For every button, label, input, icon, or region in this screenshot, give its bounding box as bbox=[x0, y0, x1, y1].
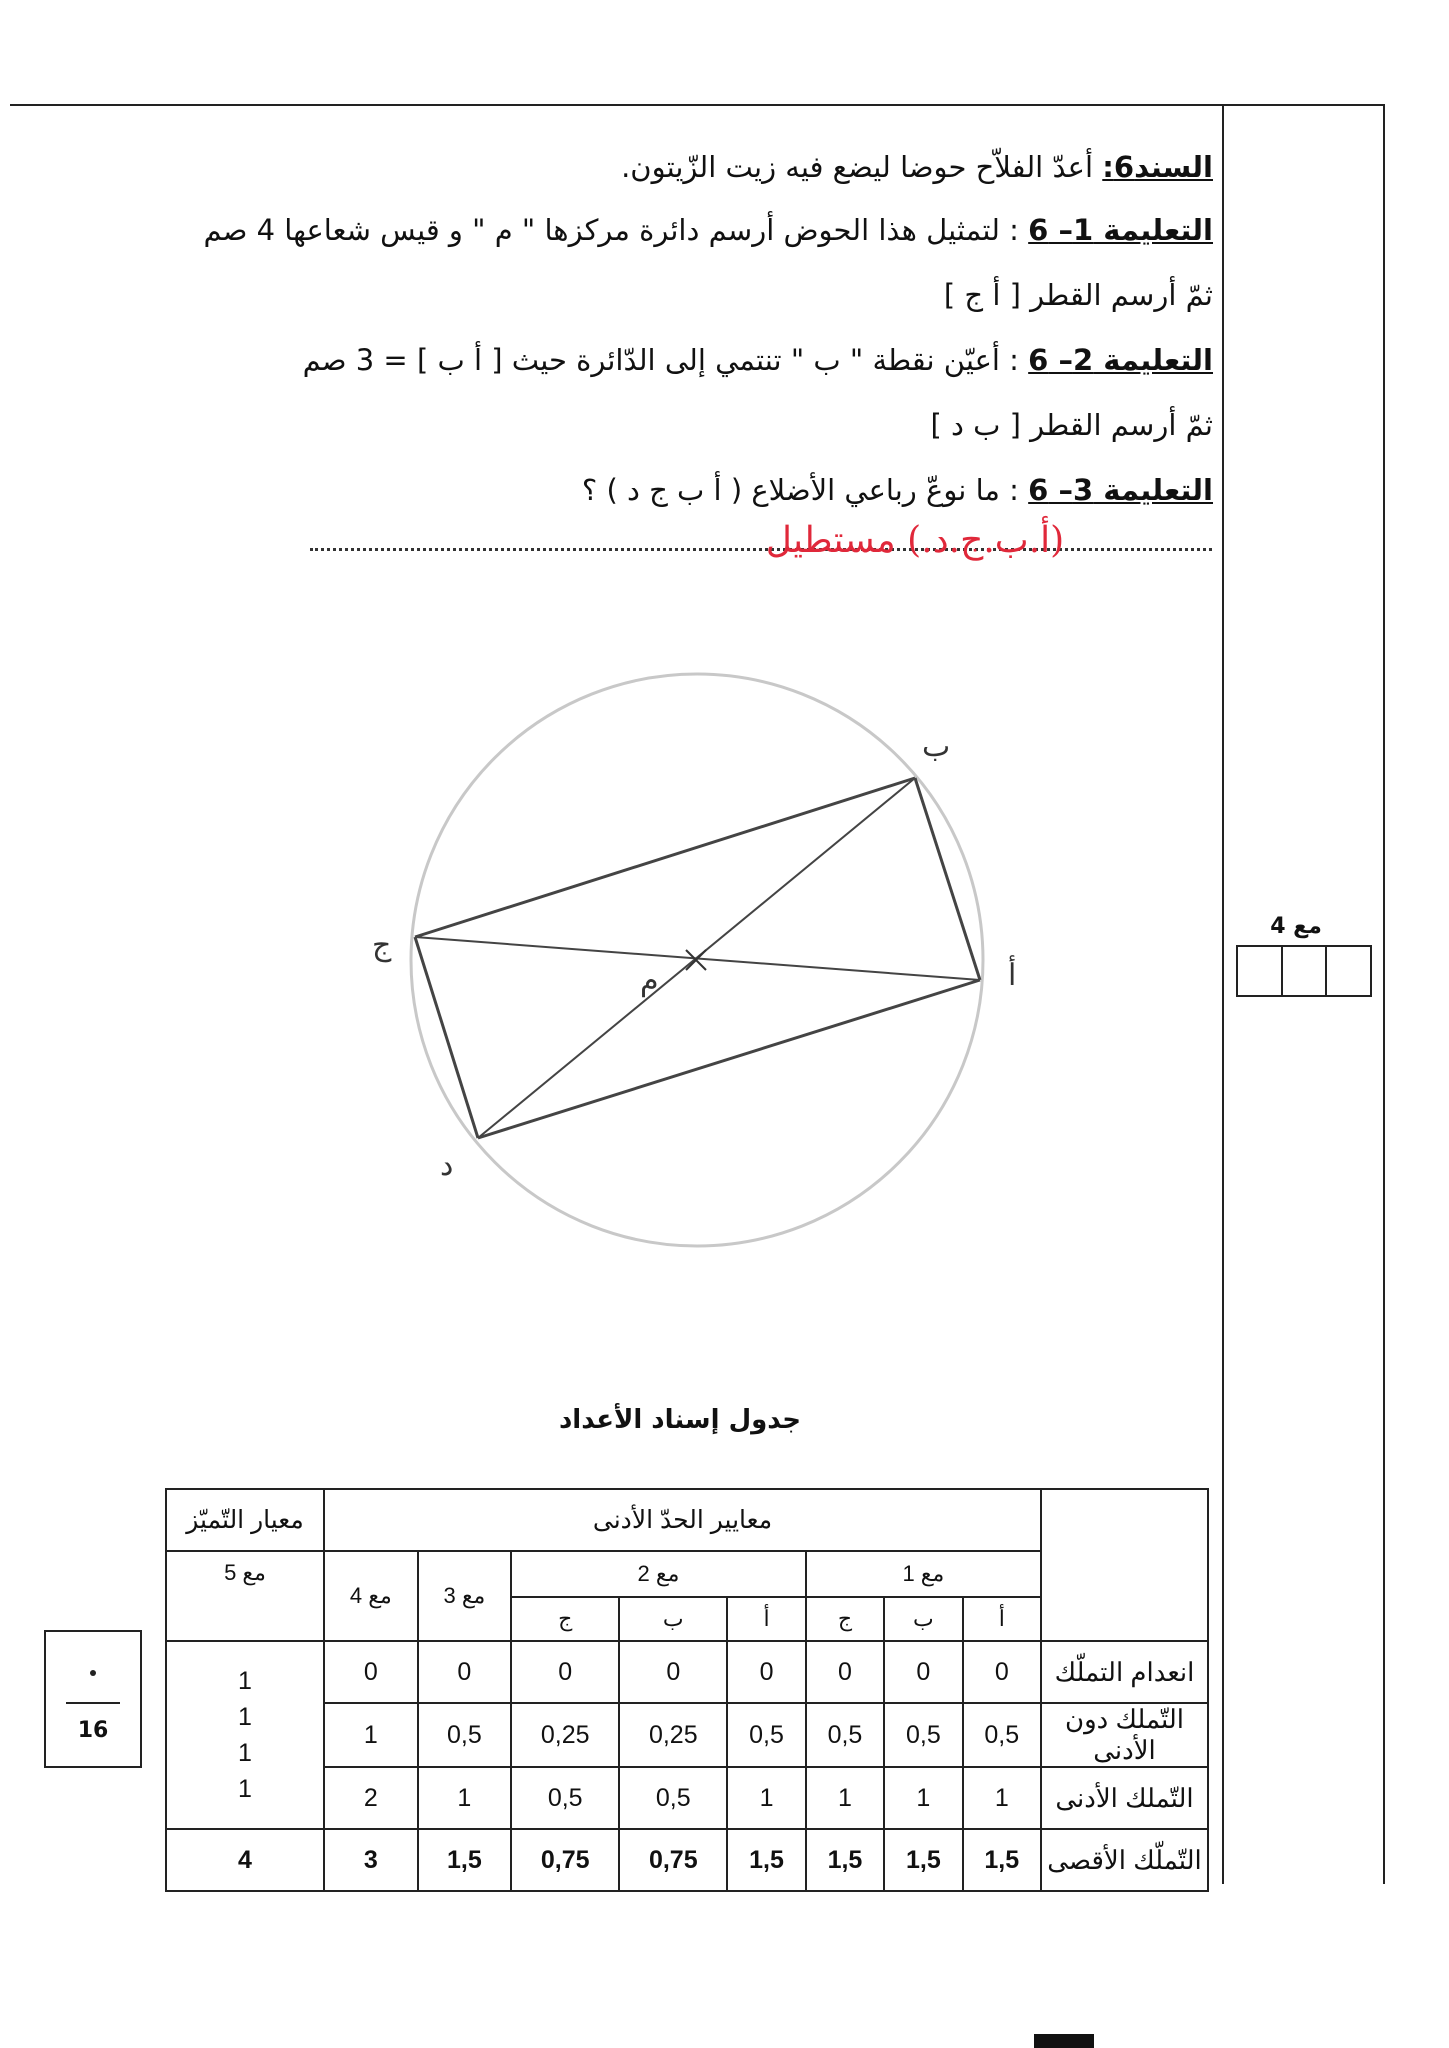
score-numerator-dot bbox=[90, 1670, 96, 1676]
table-cell: 1,5 bbox=[418, 1829, 512, 1891]
criteria-score-boxes bbox=[1236, 945, 1372, 997]
table-cell: 1 bbox=[727, 1767, 805, 1829]
table-cell: 1,5 bbox=[806, 1829, 884, 1891]
criteria-box-cell bbox=[1325, 947, 1370, 995]
criteria-box-cell bbox=[1281, 947, 1326, 995]
instruction-2-cont: ثمّ أرسم القطر [ ب د ] bbox=[930, 408, 1213, 442]
min-criteria-header: معايير الحدّ الأدنى bbox=[324, 1489, 1041, 1551]
label-m: م bbox=[640, 963, 659, 998]
excel-value: 1 bbox=[238, 1775, 252, 1803]
grading-table bbox=[165, 1488, 1209, 1892]
excel-value: 1 bbox=[238, 1703, 252, 1731]
table-row bbox=[166, 1641, 1208, 1703]
label-b: ب bbox=[922, 729, 951, 764]
score-box bbox=[44, 1630, 142, 1768]
side-da bbox=[478, 980, 980, 1138]
instruction-1-cont: ثمّ أرسم القطر [ أ ج ] bbox=[943, 278, 1213, 312]
table-cell: 0,75 bbox=[511, 1829, 619, 1891]
label-a: أ bbox=[1008, 958, 1017, 993]
table-cell: 0,5 bbox=[727, 1703, 805, 1767]
instruction-2-text: : أعيّن نقطة " ب " تنتمي إلى الدّائرة حيث [ أ ب ] = 3 صم bbox=[302, 343, 1019, 377]
score-denominator: 16 bbox=[77, 1718, 109, 1743]
c2-header: مع 2 bbox=[511, 1551, 806, 1597]
sanad-label: السند6: bbox=[1102, 150, 1213, 184]
instruction-3-label: التعليمة 3– 6 bbox=[1028, 473, 1213, 507]
c4-header: مع 4 bbox=[324, 1551, 418, 1641]
table-row bbox=[166, 1829, 1208, 1891]
table-cell: 0,5 bbox=[884, 1703, 962, 1767]
side-jd bbox=[415, 937, 478, 1138]
row-label: التّملّك الأقصى bbox=[1041, 1829, 1208, 1891]
table-cell: 1 bbox=[884, 1767, 962, 1829]
criteria-label: مع 4 bbox=[1270, 914, 1322, 939]
table-cell: 1 bbox=[963, 1767, 1041, 1829]
table-cell: 0 bbox=[727, 1641, 805, 1703]
table-cell: 0 bbox=[418, 1641, 512, 1703]
row-label: التّملك دون الأدنى bbox=[1041, 1703, 1208, 1767]
diameter-bd bbox=[478, 778, 915, 1138]
table-cell: 0,25 bbox=[619, 1703, 727, 1767]
excel-values-cell bbox=[166, 1641, 324, 1829]
table-cell: 1,5 bbox=[884, 1829, 962, 1891]
table-cell: 0 bbox=[806, 1641, 884, 1703]
table-title: جدول إسناد الأعداد bbox=[558, 1405, 802, 1435]
table-cell: 0 bbox=[511, 1641, 619, 1703]
table-cell: 0,75 bbox=[619, 1829, 727, 1891]
table-cell: 0,5 bbox=[619, 1767, 727, 1829]
c3-header: مع 3 bbox=[418, 1551, 512, 1641]
table-cell: 2 bbox=[324, 1767, 418, 1829]
excel-criteria-header: معيار التّميّز bbox=[166, 1489, 324, 1551]
label-d: د bbox=[440, 1148, 454, 1183]
sanad-text: أعدّ الفلاّح حوضا ليضع فيه زيت الزّيتون. bbox=[621, 150, 1094, 184]
table-cell: 0,25 bbox=[511, 1703, 619, 1767]
c5-header: مع 5 bbox=[166, 1551, 324, 1641]
instruction-2-label: التعليمة 2– 6 bbox=[1028, 343, 1213, 377]
table-cell: 1,5 bbox=[963, 1829, 1041, 1891]
side-bj bbox=[415, 778, 915, 937]
row-label: انعدام التملّك bbox=[1041, 1641, 1208, 1703]
table-cell: 0,5 bbox=[418, 1703, 512, 1767]
instruction-3-text: : ما نوعّ رباعي الأضلاع ( أ ب ج د ) ؟ bbox=[581, 473, 1019, 507]
page-corner-mark bbox=[1034, 2034, 1094, 2048]
excel-max-cell: 4 bbox=[166, 1829, 324, 1891]
c1-header: مع 1 bbox=[806, 1551, 1041, 1597]
table-cell: 1,5 bbox=[727, 1829, 805, 1891]
sub-criterion: أ bbox=[963, 1597, 1041, 1641]
table-cell: 1 bbox=[806, 1767, 884, 1829]
corner-cell bbox=[1041, 1489, 1208, 1641]
excel-value: 1 bbox=[238, 1739, 252, 1767]
sub-criterion: ب bbox=[884, 1597, 962, 1641]
instruction-1-label: التعليمة 1– 6 bbox=[1028, 213, 1213, 247]
table-header-row bbox=[166, 1489, 1208, 1551]
table-cell: 1 bbox=[418, 1767, 512, 1829]
table-cell: 0 bbox=[324, 1641, 418, 1703]
table-cell: 0,5 bbox=[511, 1767, 619, 1829]
table-cell: 0 bbox=[884, 1641, 962, 1703]
criteria-box-cell bbox=[1238, 947, 1281, 995]
row-label: التّملك الأدنى bbox=[1041, 1767, 1208, 1829]
sub-criterion: ب bbox=[619, 1597, 727, 1641]
instruction-1-text: : لتمثيل هذا الحوض أرسم دائرة مركزها " م " و قيس شعاعها 4 صم bbox=[203, 213, 1019, 247]
table-cell: 0 bbox=[963, 1641, 1041, 1703]
label-j: ج bbox=[372, 928, 392, 963]
table-cell: 0,5 bbox=[963, 1703, 1041, 1767]
sub-criterion: ج bbox=[511, 1597, 619, 1641]
table-cell: 1 bbox=[324, 1703, 418, 1767]
table-cell: 0 bbox=[619, 1641, 727, 1703]
excel-value: 1 bbox=[238, 1667, 252, 1695]
fraction-line bbox=[66, 1702, 120, 1704]
sub-criterion: أ bbox=[727, 1597, 805, 1641]
sub-criterion: ج bbox=[806, 1597, 884, 1641]
table-cell: 3 bbox=[324, 1829, 418, 1891]
handwritten-answer: (أ.ب.ج.د.) مستطيل bbox=[765, 520, 1065, 561]
table-cell: 0,5 bbox=[806, 1703, 884, 1767]
